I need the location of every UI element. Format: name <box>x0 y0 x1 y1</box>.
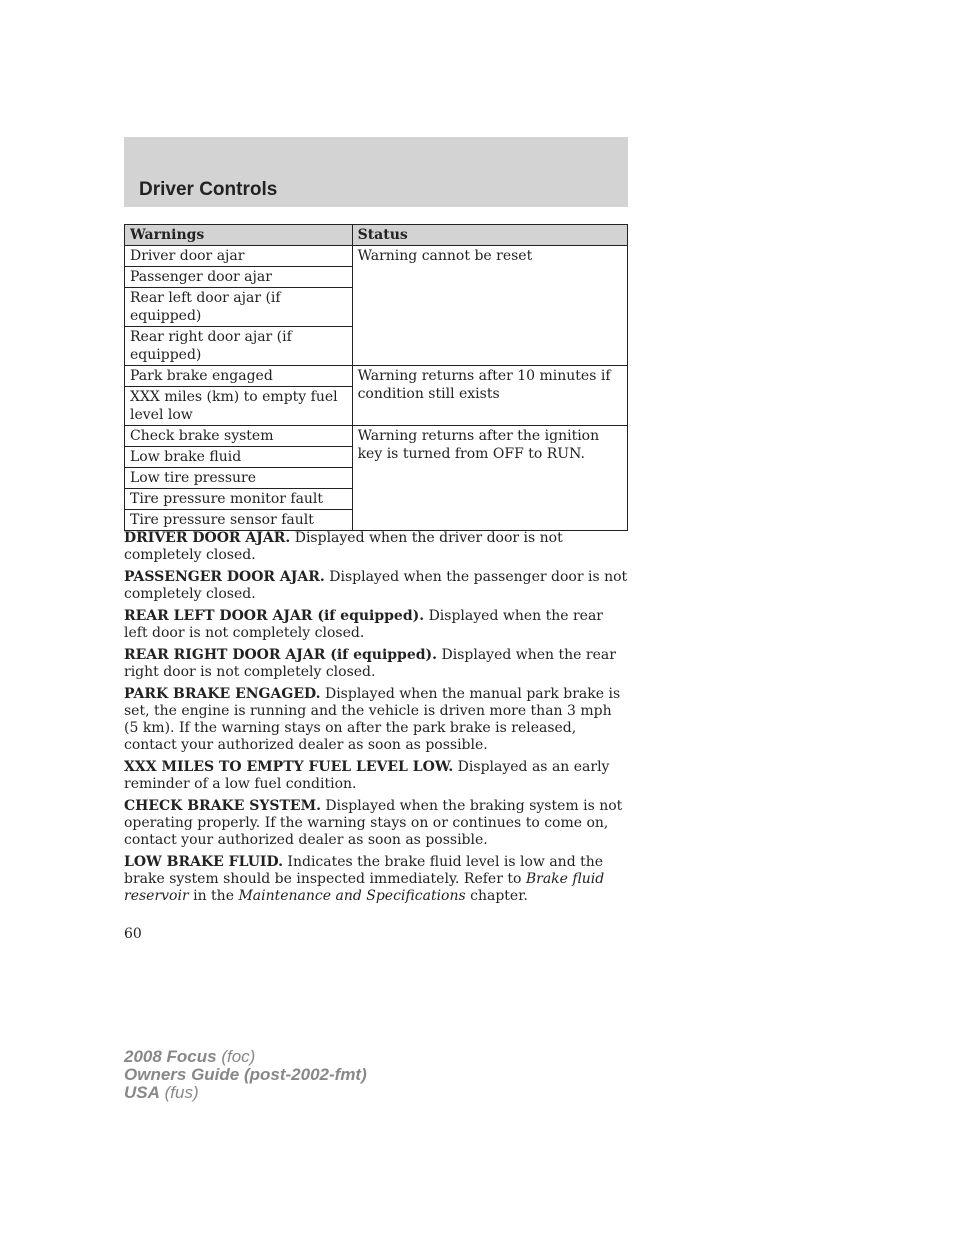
term: REAR LEFT DOOR AJAR (if equipped). <box>124 608 425 624</box>
footer-market-code: (fus) <box>159 1083 199 1102</box>
warning-cell: XXX miles (km) to empty fuel level low <box>125 387 353 426</box>
paragraph-text: Indicates the brake fluid level is low and the brake system should be inspected immediately. Refer to <box>124 854 604 887</box>
paragraph-text: Displayed when the manual park brake is set, the engine is running and the vehicle is driven more than 3 mph (5 km). If the warning stays on after the park brake is released, contact your authorized dealer as soon as possible. <box>124 686 621 753</box>
warning-cell: Park brake engaged <box>125 366 353 387</box>
paragraph-fuel-level-low <box>124 759 630 793</box>
warning-cell: Low tire pressure <box>125 468 353 489</box>
paragraph-text: Displayed when the passenger door is not completely closed. <box>124 569 628 602</box>
warning-cell: Low brake fluid <box>125 447 353 468</box>
paragraph-text: Displayed as an early reminder of a low fuel condition. <box>124 759 610 792</box>
term: LOW BRAKE FLUID. <box>124 854 283 870</box>
paragraph-text: chapter. <box>465 888 528 904</box>
reference-brake-fluid-reservoir: Brake fluid reservoir <box>124 871 605 904</box>
term: XXX MILES TO EMPTY FUEL LEVEL LOW. <box>124 759 454 775</box>
paragraph-text: Displayed when the rear left door is not completely closed. <box>124 608 604 641</box>
paragraph-park-brake-engaged <box>124 686 630 754</box>
warning-cell: Rear right door ajar (if equipped) <box>125 327 353 366</box>
paragraph-driver-door-ajar <box>124 530 630 564</box>
paragraph-rear-left-door-ajar <box>124 608 630 642</box>
paragraph-text: Displayed when the rear right door is not completely closed. <box>124 647 616 680</box>
footer-model-code: (foc) <box>216 1047 256 1066</box>
footer-model: 2008 Focus <box>124 1047 217 1066</box>
status-cell: Warning returns after 10 minutes if condition still exists <box>352 366 627 426</box>
term: PARK BRAKE ENGAGED. <box>124 686 321 702</box>
document-footer <box>124 1048 367 1102</box>
paragraph-text: Displayed when the driver door is not completely closed. <box>124 530 563 563</box>
warning-cell: Check brake system <box>125 426 353 447</box>
table-row <box>125 426 628 447</box>
table-header-row <box>125 225 628 246</box>
table-row <box>125 366 628 387</box>
warning-cell: Tire pressure sensor fault <box>125 510 353 531</box>
footer-line-2: Owners Guide (post-2002-fmt) <box>124 1065 367 1084</box>
term: CHECK BRAKE SYSTEM. <box>124 798 321 814</box>
paragraph-check-brake-system <box>124 798 630 849</box>
paragraph-low-brake-fluid <box>124 854 630 905</box>
footer-market: USA <box>124 1083 160 1102</box>
reference-maintenance-chapter: Maintenance and Specifications <box>238 888 466 904</box>
status-cell: Warning returns after the ignition key is turned from OFF to RUN. <box>352 426 627 531</box>
table-row <box>125 246 628 267</box>
paragraph-rear-right-door-ajar <box>124 647 630 681</box>
warning-cell: Passenger door ajar <box>125 267 353 288</box>
page-number: 60 <box>124 926 142 942</box>
warning-cell: Tire pressure monitor fault <box>125 489 353 510</box>
footer-line-3 <box>124 1084 367 1102</box>
footer-line-1 <box>124 1048 367 1066</box>
term: REAR RIGHT DOOR AJAR (if equipped). <box>124 647 438 663</box>
section-title: Driver Controls <box>139 179 278 200</box>
term: DRIVER DOOR AJAR. <box>124 530 291 546</box>
paragraph-text: Displayed when the braking system is not operating properly. If the warning stays on or continues to come on, contact your authorized dealer as soon as possible. <box>124 798 623 848</box>
paragraph-passenger-door-ajar <box>124 569 630 603</box>
description-text <box>124 530 630 910</box>
section-header-band <box>124 137 628 207</box>
warning-cell: Driver door ajar <box>125 246 353 267</box>
warning-cell: Rear left door ajar (if equipped) <box>125 288 353 327</box>
term: PASSENGER DOOR AJAR. <box>124 569 325 585</box>
warnings-table <box>124 224 628 531</box>
status-cell: Warning cannot be reset <box>352 246 627 366</box>
column-header-status: Status <box>352 225 627 246</box>
paragraph-text: in the <box>188 888 239 904</box>
column-header-warnings: Warnings <box>125 225 353 246</box>
